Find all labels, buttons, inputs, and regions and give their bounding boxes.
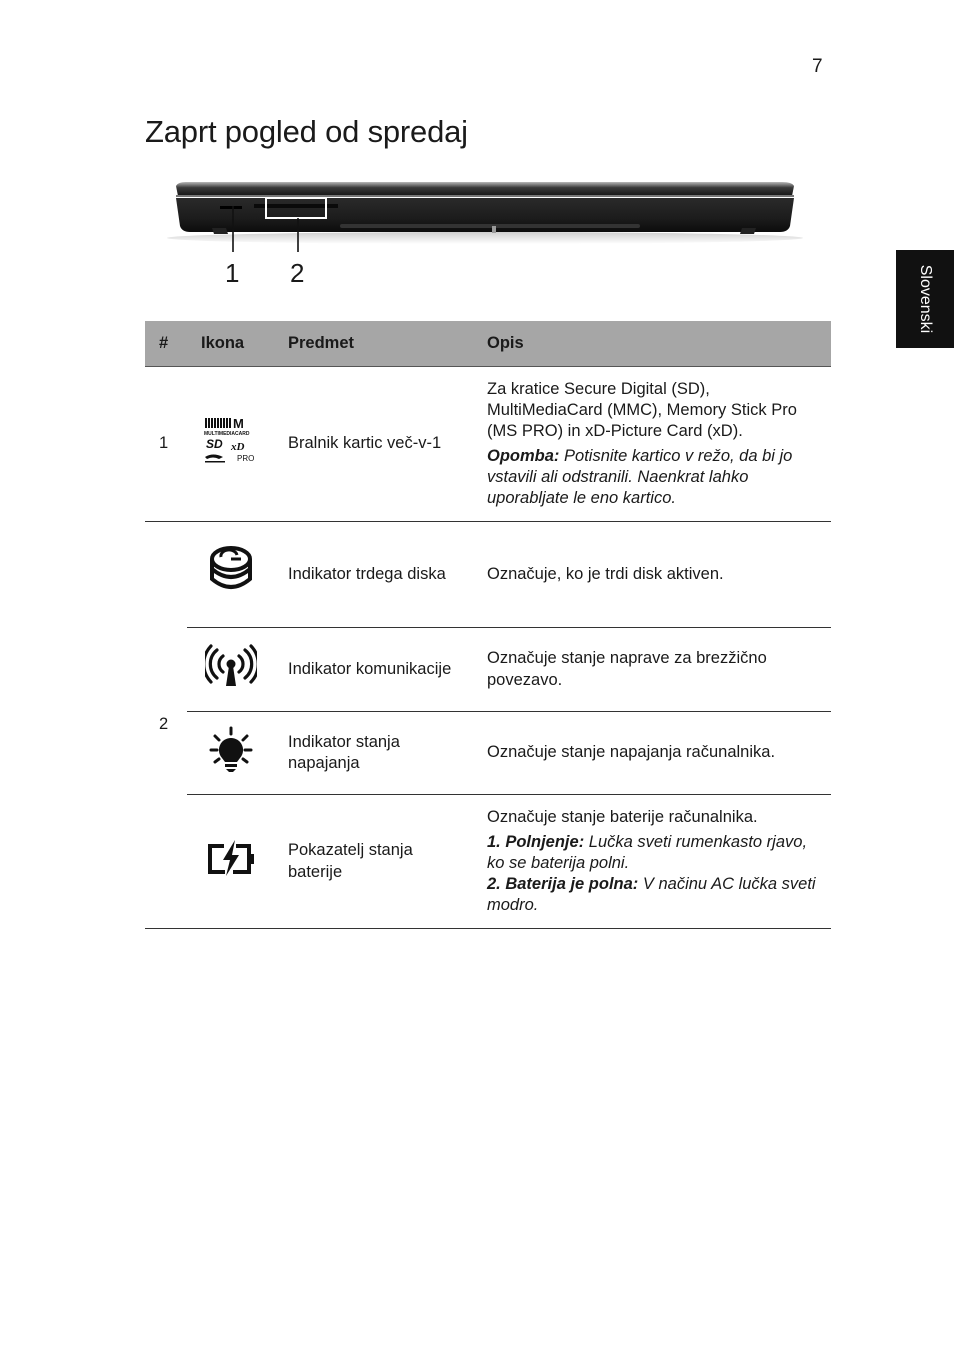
header-item: Predmet [274,321,473,367]
table-row [145,712,831,795]
wireless-icon [205,644,257,688]
item-2-label: 2. Baterija je polna: [487,875,639,894]
row-description [473,795,831,929]
row-description [473,712,831,795]
power-icon [209,726,253,774]
card-reader-icon-xd: xD [230,440,244,453]
description-text: Za kratice Secure Digital (SD), MultiMediaCard (MMC), Memory Stick Pro (MS PRO) in xD-Picture Card (xD). [487,379,797,440]
battery-icon [205,838,257,878]
description-text: Označuje stanje naprave za brezžično povezavo. [487,649,767,689]
row-item: Indikator stanja napajanja [274,712,473,795]
callout-2: 2 [290,258,305,288]
card-reader-icon-ms: M [232,415,244,431]
components-table [145,321,831,929]
header-description: Opis [473,321,831,367]
row-description [473,522,831,628]
description-note [487,446,821,509]
header-icon: Ikona [187,321,274,367]
card-reader-icon-pro: PRO [236,453,254,463]
row-number: 1 [145,367,187,522]
wireless-icon-cell [187,628,274,712]
battery-icon-cell [187,795,274,929]
page-title: Zaprt pogled od spredaj [145,114,468,149]
hdd-icon-cell [187,522,274,628]
item-1-label: 1. Polnjenje: [487,832,585,851]
header-number: # [145,321,187,367]
description-text: Označuje stanje napajanja računalnika. [487,743,776,762]
row-item: Pokazatelj stanja baterije [274,795,473,929]
hdd-icon [207,545,255,597]
card-reader-icon-sd: SD [205,436,223,451]
row-item: Bralnik kartic več-v-1 [274,367,473,522]
description-item-1 [487,832,821,874]
row-item: Indikator trdega diska [274,522,473,628]
laptop-front-view-illustration [160,176,810,296]
language-tab-label: Slovenski [917,264,934,334]
table-row [145,795,831,929]
row-item: Indikator komunikacije [274,628,473,712]
description-item-2 [487,874,821,916]
power-icon-cell [187,712,274,795]
description-text: Označuje, ko je trdi disk aktiven. [487,564,724,583]
note-text: Potisnite kartico v režo, da bi jo vstavili ali odstranili. Naenkrat lahko uporabljate le eno kartico. [487,447,793,508]
table-row [145,367,831,522]
table-row [145,522,831,628]
row-number: 2 [145,522,187,929]
card-reader-icon-mmc: MULTIMEDIACARD [203,430,249,437]
table-row [145,628,831,712]
item-1-text: Lučka sveti rumenkasto rjavo, ko se baterija polni. [487,832,808,872]
note-label: Opomba: [487,447,560,465]
row-description [473,628,831,712]
row-description [473,367,831,522]
callout-1: 1 [225,258,240,288]
description-text: Označuje stanje baterije računalnika. [487,807,758,826]
table-header-row [145,321,831,367]
page-number: 7 [812,56,823,77]
card-reader-icon [203,416,259,466]
item-2-text: V načinu AC lučka sveti modro. [487,875,816,915]
card-reader-icon-cell [187,367,274,522]
language-tab [896,250,954,348]
